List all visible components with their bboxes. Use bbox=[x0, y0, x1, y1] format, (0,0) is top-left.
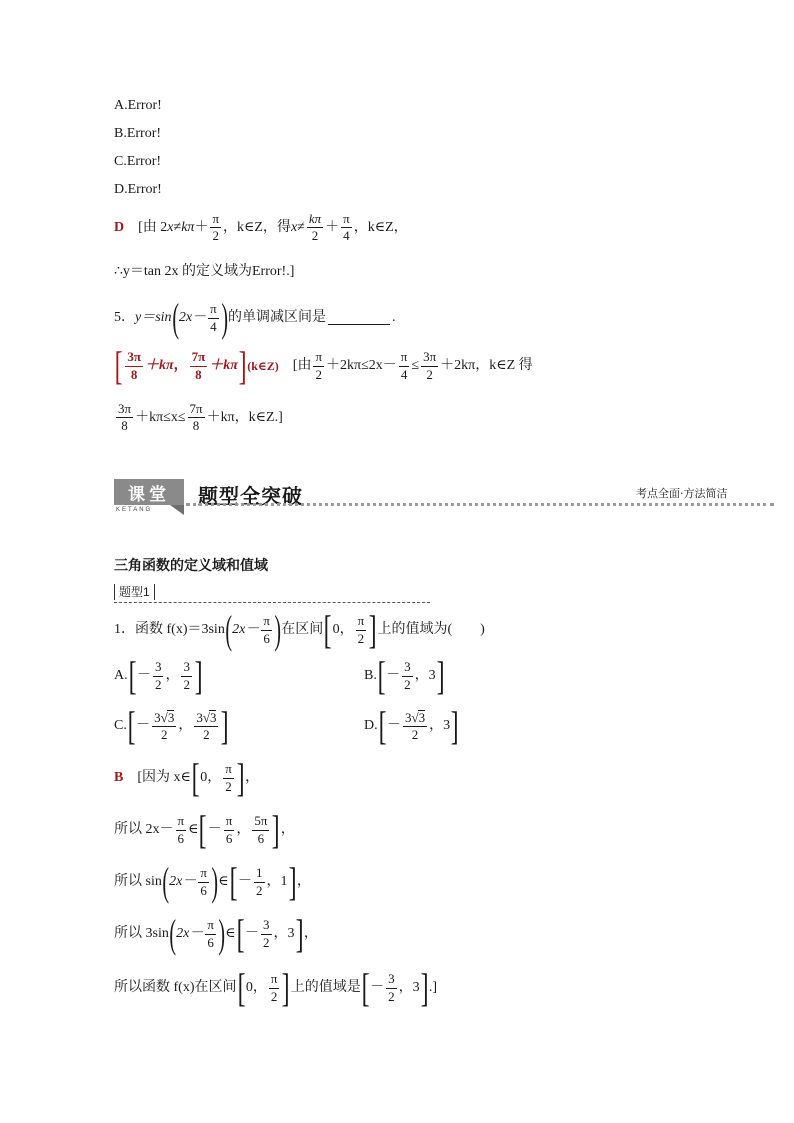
topic-tag-line bbox=[114, 602, 430, 603]
section-divider bbox=[186, 503, 774, 506]
q5-question: 5． y＝sin ( 2x－ $\frac{\pi}{4}$ ) 的单调减区间是 . bbox=[114, 295, 396, 340]
q1-answer-line4: 所以 3sin ( 2x－ $\frac{\pi}{6}$ ) ∈ [ － $\frac{3}{2}$ ， 3 ] ， bbox=[114, 911, 318, 956]
q1-option-a: A. [ － $\frac{3}{2}$ ， $\frac{3}{2}$ ] bbox=[114, 653, 203, 698]
q1-option-d: D. [ － $\frac{3√3}{2}$ ， 3 ] bbox=[364, 703, 459, 749]
q1-answer-line5: 所以函数 f(x)在区间 [ 0， $\frac{\pi}{2}$ ] 上的值域是 [ － $\frac{3}{2}$ ， 3 ] .] bbox=[114, 965, 438, 1010]
section-title: 题型全突破 bbox=[198, 486, 303, 508]
q1-option-c: C. [ － $\frac{3√3}{2}$ ， $\frac{3√3}{2}$ ] bbox=[114, 703, 230, 749]
option-b: B .Error! bbox=[114, 126, 162, 141]
answer-letter: D bbox=[114, 219, 125, 235]
q1-answer-line3: 所以 sin ( 2x－ $\frac{\pi}{6}$ ) ∈ [ － $\frac{1}{2}$ ， 1 ] ， bbox=[114, 859, 311, 904]
topic-heading: 三角函数的定义域和值域 bbox=[114, 557, 268, 573]
q1-option-b: B. [ － $\frac{3}{2}$ ， 3 ] bbox=[364, 653, 445, 698]
answer-blank bbox=[328, 312, 390, 325]
q1-question: 1． 函数 f(x)＝3sin ( 2x－ $\frac{\pi}{6}$ ) 在区间 [ 0， $\frac{\pi}{2}$ ] 上的值域为( ) bbox=[114, 607, 485, 652]
section-badge-sub: KETANG bbox=[116, 507, 153, 513]
q5-answer-line1: [ $\frac{3\pi}{8}$ ＋kπ ， $\frac{7\pi}{8}$ ＋kπ ] (k∈Z) [由 $\frac{\pi}{2}$ ＋2kπ≤2x－ $\frac{\pi}{4}$ ≤ $\frac{3\pi}{2}$ ＋2kπ，k∈Z 得 bbox=[114, 343, 533, 388]
answer-letter: B bbox=[114, 770, 124, 785]
q4-answer-line1: D [由 2 x ≠ kπ ＋ $\frac{\pi}{2}$ ，k∈Z， 得 x ≠ $\frac{k\pi}{2}$ ＋ $\frac{\pi}{4}$ ，k∈Z， bbox=[114, 211, 408, 244]
section-badge-tail bbox=[170, 505, 184, 515]
q1-answer-line2: 所以 2x－ $\frac{\pi}{6}$ ∈ [ － $\frac{\pi}{6}$ ， $\frac{5\pi}{6}$ ] ， bbox=[114, 807, 295, 852]
q4-answer-line2: ∴y＝tan 2x 的定义域为Error!.] bbox=[114, 264, 295, 279]
topic-tag: 题型1 bbox=[114, 584, 155, 600]
option-a: A .Error! bbox=[114, 98, 162, 113]
q1-answer-line1: B [因为 x∈ [ 0， $\frac{\pi}{2}$ ] ， bbox=[114, 755, 260, 800]
section-badge: 课堂 bbox=[114, 479, 184, 505]
section-tagline: 考点全面·方法简洁 bbox=[636, 487, 728, 500]
option-d: D .Error! bbox=[114, 182, 162, 197]
q5-answer-line2: $\frac{3\pi}{8}$ ＋kπ≤x≤ $\frac{7\pi}{8}$ ＋kπ，k∈Z.] bbox=[118, 401, 283, 434]
option-c: C .Error! bbox=[114, 154, 162, 169]
q5-answer-interval: [ $\frac{3\pi}{8}$ ＋kπ ， $\frac{7\pi}{8}$ ＋kπ ] (k∈Z) bbox=[114, 343, 279, 388]
